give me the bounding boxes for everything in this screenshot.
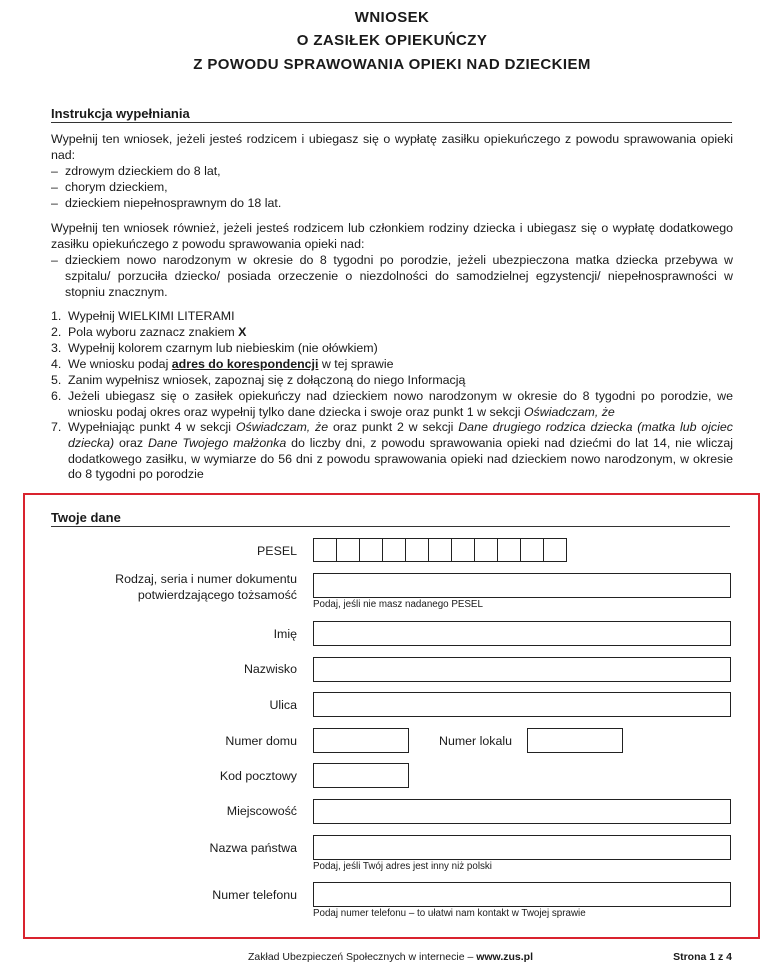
footer-label: Zakład Ubezpieczeń Społecznych w internecie – [248, 951, 477, 963]
step-emphasis: X [238, 325, 247, 339]
phone-label: Numer telefonu [212, 888, 297, 902]
document-input[interactable] [313, 573, 731, 598]
pesel-digit-cell[interactable] [497, 538, 521, 562]
pesel-input [313, 538, 567, 562]
pesel-digit-cell[interactable] [451, 538, 475, 562]
list-item-text: zdrowym dzieckiem do 8 lat, [65, 164, 221, 178]
step-text: w tej sprawie [318, 357, 394, 371]
house-number-label: Numer domu [225, 734, 297, 748]
personal-data-heading: Twoje dane [51, 510, 730, 527]
country-label: Nazwa państwa [209, 841, 297, 855]
pesel-digit-cell[interactable] [336, 538, 360, 562]
pesel-digit-cell[interactable] [382, 538, 406, 562]
step-number: 3. [51, 341, 62, 355]
bullet: – [51, 164, 58, 178]
bullet: – [51, 180, 58, 194]
apartment-number-label: Numer lokalu [439, 734, 512, 748]
country-input[interactable] [313, 835, 731, 860]
pesel-digit-cell[interactable] [520, 538, 544, 562]
apartment-number-input[interactable] [527, 728, 623, 753]
surname-label: Nazwisko [243, 662, 297, 676]
step-text: Wypełnij WIELKIMI LITERAMI [68, 309, 235, 323]
instruction-step-2 [51, 325, 733, 341]
list-item [51, 164, 733, 180]
phone-hint: Podaj numer telefonu – to ułatwi nam kontakt w Twojej sprawie [313, 908, 586, 919]
bullet: – [51, 253, 58, 267]
pesel-digit-cell[interactable] [313, 538, 337, 562]
street-label: Ulica [269, 698, 297, 712]
step-text: We wniosku podaj [68, 357, 172, 371]
footer-text [248, 951, 533, 963]
pesel-digit-cell[interactable] [405, 538, 429, 562]
step-number: 2. [51, 325, 62, 339]
step-emphasis: Dane drugiego rodzica dziecka (matka lub ojciec dziecka) [68, 420, 733, 450]
postcode-input[interactable] [313, 763, 409, 788]
form-title-line-2: O ZASIŁEK OPIEKUŃCZY [296, 32, 488, 49]
form-title-line-3: Z POWODU SPRAWOWANIA OPIEKI NAD DZIECKIEM [193, 56, 591, 73]
city-input[interactable] [313, 799, 731, 824]
step-text: do liczby dni, z powodu sprawowania opieki nad dziećmi do lat 14, nie wliczaj dodatkowego zasiłku, w wymiarze do 56 dni z powodu sprawowania opieki nad dzieckiem nowo narodzonym, w okresie do 8 tygodni po porodzie [68, 435, 733, 482]
instructions-paragraph-1: Wypełnij ten wniosek, jeżeli jesteś rodzicem i ubiegasz się o wypłatę zasiłku opiekuńczego z powodu sprawowania opieki nad: [51, 132, 733, 162]
step-emphasis: Dane Twojego małżonka [147, 435, 287, 450]
first-name-label: Imię [273, 627, 297, 641]
step-text: oraz [114, 435, 148, 450]
instruction-step-5 [51, 373, 733, 389]
city-label: Miejscowość [226, 804, 297, 818]
list-item-text: dzieckiem nowo narodzonym w okresie do 8 tygodni po porodzie, jeżeli ubezpieczona matka dziecka przebywa w szpitalu/ porzuciła dziecko/ posiada orzeczenie o niezdolności do samodzielnej egzystencji/ niepełnosprawności w stopniu znacznym. [65, 253, 733, 299]
step-number: 1. [51, 309, 62, 323]
step-text: Pola wyboru zaznacz znakiem [68, 325, 239, 339]
step-emphasis: Oświadczam, że [235, 420, 329, 434]
form-title-line-1: WNIOSEK [354, 9, 430, 26]
list-item [51, 180, 733, 196]
step-number: 6. [51, 389, 62, 403]
instructions-paragraph-2: Wypełnij ten wniosek również, jeżeli jesteś rodzicem lub członkiem rodziny dziecka i ubiegasz się o wypłatę dodatkowego zasiłku opiekuńczego z powodu sprawowania opieki nad: [51, 221, 733, 251]
step-text: oraz punkt 2 w sekcji [328, 420, 459, 434]
postcode-label: Kod pocztowy [219, 769, 297, 783]
step-number: 5. [51, 373, 62, 387]
pesel-digit-cell[interactable] [543, 538, 567, 562]
page-number: Strona 1 z 4 [673, 951, 732, 963]
first-name-input[interactable] [313, 621, 731, 646]
house-number-input[interactable] [313, 728, 409, 753]
pesel-digit-cell[interactable] [359, 538, 383, 562]
pesel-label: PESEL [257, 544, 297, 558]
instruction-step-3 [51, 341, 733, 357]
instruction-step-6 [51, 389, 733, 421]
step-text: Jeżeli ubiegasz się o zasiłek opiekuńczy nad dzieckiem nowo narodzonym w okresie do 8 tygodni po porodzie, we wniosku podaj okres oraz wypełnij tylko dane dziecka i swoje oraz punkt 1 w sekcji [68, 389, 733, 419]
country-hint: Podaj, jeśli Twój adres jest inny niż polski [313, 861, 492, 872]
instruction-step-1 [51, 309, 733, 325]
document-label-line-2: potwierdzającego tożsamość [137, 588, 297, 602]
step-text: Zanim wypełnisz wniosek, zapoznaj się z dołączoną do niego Informacją [68, 373, 466, 387]
document-hint: Podaj, jeśli nie masz nadanego PESEL [313, 599, 483, 610]
phone-input[interactable] [313, 882, 731, 907]
step-number: 4. [51, 357, 62, 371]
instruction-step-7 [51, 420, 733, 483]
list-item-text: chorym dzieckiem, [65, 180, 168, 194]
document-label [115, 571, 297, 603]
step-number: 7. [51, 420, 62, 434]
document-label-line-1: Rodzaj, seria i numer dokumentu [115, 572, 297, 586]
bullet: – [51, 196, 58, 210]
street-input[interactable] [313, 692, 731, 717]
footer-link[interactable]: www.zus.pl [476, 951, 533, 963]
step-text: Wypełnij kolorem czarnym lub niebieskim (nie ołówkiem) [68, 341, 378, 355]
list-item [51, 196, 733, 212]
step-emphasis: adres do korespondencji [171, 357, 319, 371]
step-emphasis: Oświadczam, że [523, 404, 615, 419]
list-item-text: dzieckiem niepełnosprawnym do 18 lat. [65, 196, 282, 210]
instructions-heading: Instrukcja wypełniania [51, 106, 732, 123]
surname-input[interactable] [313, 657, 731, 682]
step-text: Wypełniając punkt 4 w sekcji [68, 420, 236, 434]
list-item [51, 253, 733, 300]
pesel-digit-cell[interactable] [428, 538, 452, 562]
instruction-step-4 [51, 357, 733, 373]
pesel-digit-cell[interactable] [474, 538, 498, 562]
